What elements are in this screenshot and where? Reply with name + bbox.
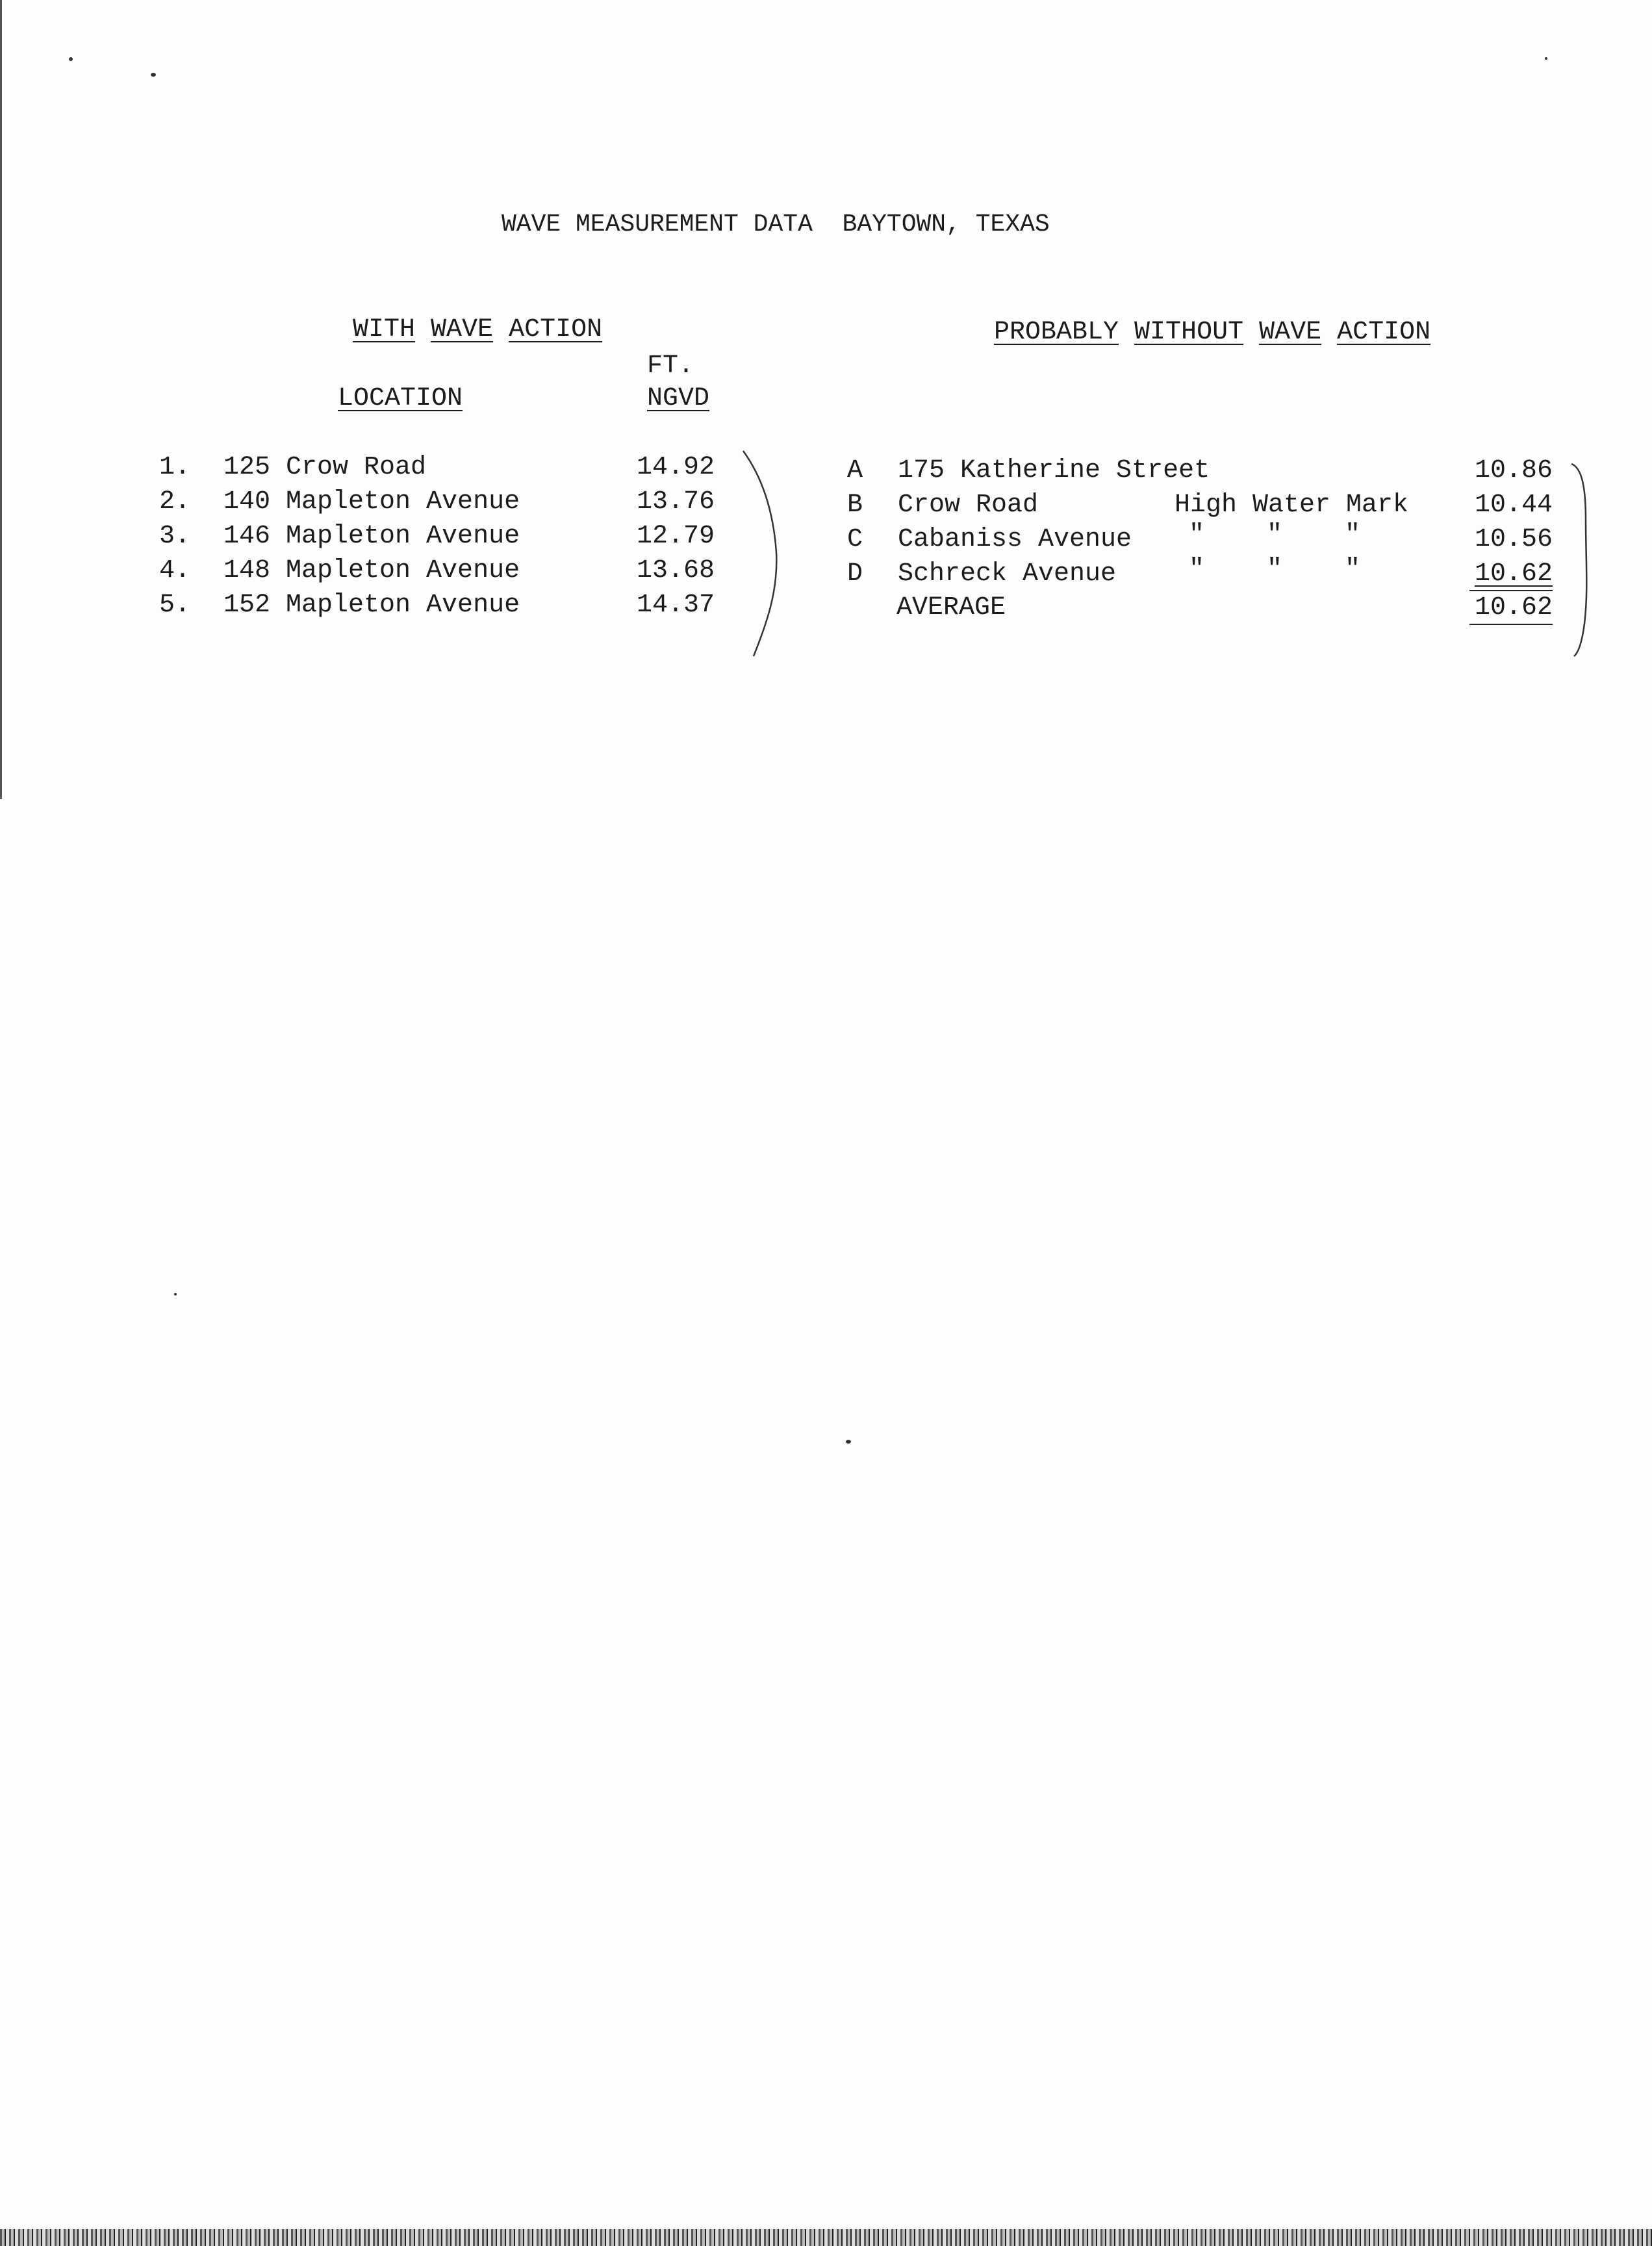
row-value: 12.79: [636, 522, 715, 551]
row-value: 14.37: [636, 591, 715, 620]
row-value: 13.68: [636, 556, 715, 585]
row-number: 1.: [159, 453, 191, 482]
row-value: 10.56: [1474, 525, 1553, 554]
row-location: 175 Katherine Street: [898, 456, 1210, 485]
heading-word: ACTION: [1337, 318, 1431, 347]
scan-speck: [846, 1440, 851, 1444]
heading-word: WITHOUT: [1134, 318, 1244, 347]
row-value: 14.92: [636, 453, 715, 482]
handwritten-bracket-right: [1569, 461, 1608, 663]
page-title: WAVE MEASUREMENT DATA BAYTOWN, TEXAS: [502, 211, 1050, 238]
heading-word: WAVE: [431, 315, 494, 344]
scan-speck: [151, 73, 156, 77]
row-number: 5.: [159, 591, 191, 620]
total-rule: [1469, 624, 1553, 625]
unit-header-bottom: NGVD: [647, 384, 710, 413]
row-value: 13.76: [636, 487, 715, 517]
row-letter: A: [847, 456, 863, 485]
scan-left-edge: [0, 0, 2, 799]
left-table-heading: [353, 314, 602, 346]
row-value: 10.86: [1474, 456, 1553, 485]
average-label: AVERAGE: [896, 593, 1006, 622]
row-location: 125 Crow Road: [223, 453, 427, 482]
row-letter: B: [847, 491, 863, 520]
heading-word: WITH: [353, 315, 416, 344]
row-note: High Water Mark: [1175, 491, 1409, 520]
row-letter: D: [847, 559, 863, 589]
row-number: 4.: [159, 556, 191, 585]
handwritten-bracket-left: [741, 448, 780, 663]
scan-speck: [1545, 57, 1547, 60]
location-column-header: LOCATION: [338, 384, 463, 413]
row-value: 10.62: [1474, 559, 1553, 589]
heading-word: ACTION: [509, 315, 603, 344]
unit-header-top: FT.: [647, 351, 694, 381]
row-number: 2.: [159, 487, 191, 517]
ditto-marks: " " ": [1189, 520, 1361, 550]
row-value: 10.44: [1474, 491, 1553, 520]
scan-speck: [174, 1293, 177, 1295]
scan-bottom-edge: [0, 2229, 1652, 2246]
row-location: Crow Road: [898, 491, 1039, 520]
row-location: Cabaniss Avenue: [898, 525, 1132, 554]
heading-word: PROBABLY: [994, 318, 1119, 347]
row-location: 140 Mapleton Avenue: [223, 487, 520, 517]
scan-speck: [69, 57, 73, 61]
ditto-marks: " " ": [1189, 555, 1361, 584]
total-rule: [1469, 590, 1553, 591]
right-table-heading: [994, 317, 1430, 348]
row-location: 152 Mapleton Avenue: [223, 591, 520, 620]
heading-word: WAVE: [1259, 318, 1322, 347]
row-location: 148 Mapleton Avenue: [223, 556, 520, 585]
average-value: 10.62: [1474, 593, 1553, 622]
row-location: 146 Mapleton Avenue: [223, 522, 520, 551]
row-letter: C: [847, 525, 863, 554]
row-location: Schreck Avenue: [898, 559, 1117, 589]
row-number: 3.: [159, 522, 191, 551]
